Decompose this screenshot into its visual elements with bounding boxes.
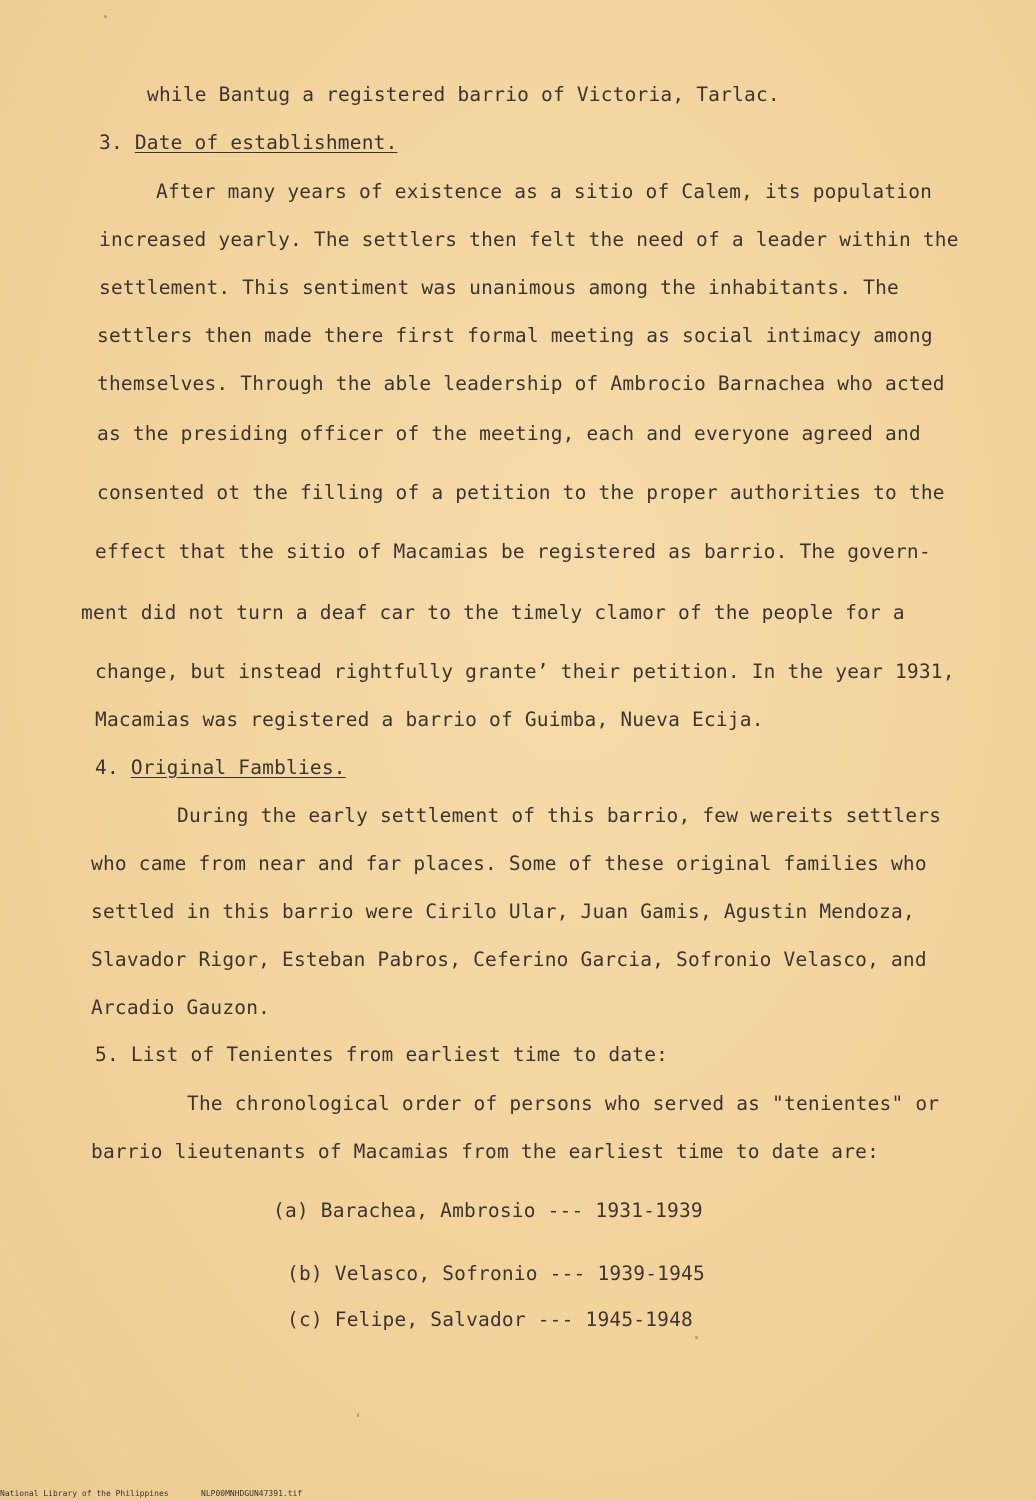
text-line: After many years of existence as a sitio of Calem, its population: [156, 180, 933, 203]
section-title: Date of establishment.: [134, 131, 398, 154]
text-line: who came from near and far places. Some of these original families who: [91, 852, 927, 875]
section-title: Original Famblies.: [130, 756, 346, 779]
paper-speck: [357, 1413, 359, 1417]
section-4-heading: [95, 756, 346, 780]
text-line: as the presiding officer of the meeting, each and everyone agreed and: [97, 422, 921, 445]
section-number: 3.: [99, 131, 135, 154]
teniente-list-item: (a) Barachea, Ambrosio --- 1931-1939: [273, 1199, 703, 1222]
text-line: Arcadio Gauzon.: [91, 996, 271, 1019]
text-line: During the early settlement of this barrio, few wereits settlers: [177, 804, 942, 827]
teniente-list-item: (b) Velasco, Sofronio --- 1939-1945: [287, 1262, 705, 1285]
text-line: themselves. Through the able leadership of Ambrocio Barnachea who acted: [97, 372, 945, 395]
teniente-list-item: (c) Felipe, Salvador --- 1945-1948: [287, 1308, 693, 1331]
text-line: Macamias was registered a barrio of Guimba, Nueva Ecija.: [95, 708, 764, 731]
text-line: consented ot the filling of a petition to the proper authorities to the: [97, 481, 945, 504]
paper-speck: [695, 1336, 698, 1339]
text-line: barrio lieutenants of Macamias from the earliest time to date are:: [91, 1140, 880, 1163]
text-line: change, but instead rightfully grante’ their petition. In the year 1931,: [95, 660, 955, 683]
text-line: The chronological order of persons who served as "tenientes" or: [187, 1092, 940, 1115]
text-line: effect that the sitio of Macamias be registered as barrio. The govern-: [95, 540, 931, 563]
section-number: 4.: [95, 756, 131, 779]
section-5-heading: 5. List of Tenientes from earliest time to date:: [95, 1043, 669, 1066]
text-line: Slavador Rigor, Esteban Pabros, Ceferino Garcia, Sofronio Velasco, and: [91, 948, 927, 971]
footer-library-name: National Library of the Philippines: [0, 1489, 169, 1498]
text-line: ment did not turn a deaf car to the timely clamor of the people for a: [81, 601, 905, 624]
text-line: settled in this barrio were Cirilo Ular, Juan Gamis, Agustin Mendoza,: [91, 900, 915, 923]
text-line: settlers then made there first formal meeting as social intimacy among: [97, 324, 933, 347]
text-line: while Bantug a registered barrio of Victoria, Tarlac.: [147, 83, 780, 106]
paper-speck: [104, 15, 107, 18]
text-line: increased yearly. The settlers then felt the need of a leader within the: [99, 228, 959, 251]
section-3-heading: [99, 131, 398, 155]
text-line: settlement. This sentiment was unanimous among the inhabitants. The: [99, 276, 899, 299]
footer-filename: NLP00MNHDGUN47391.tif: [201, 1489, 303, 1498]
